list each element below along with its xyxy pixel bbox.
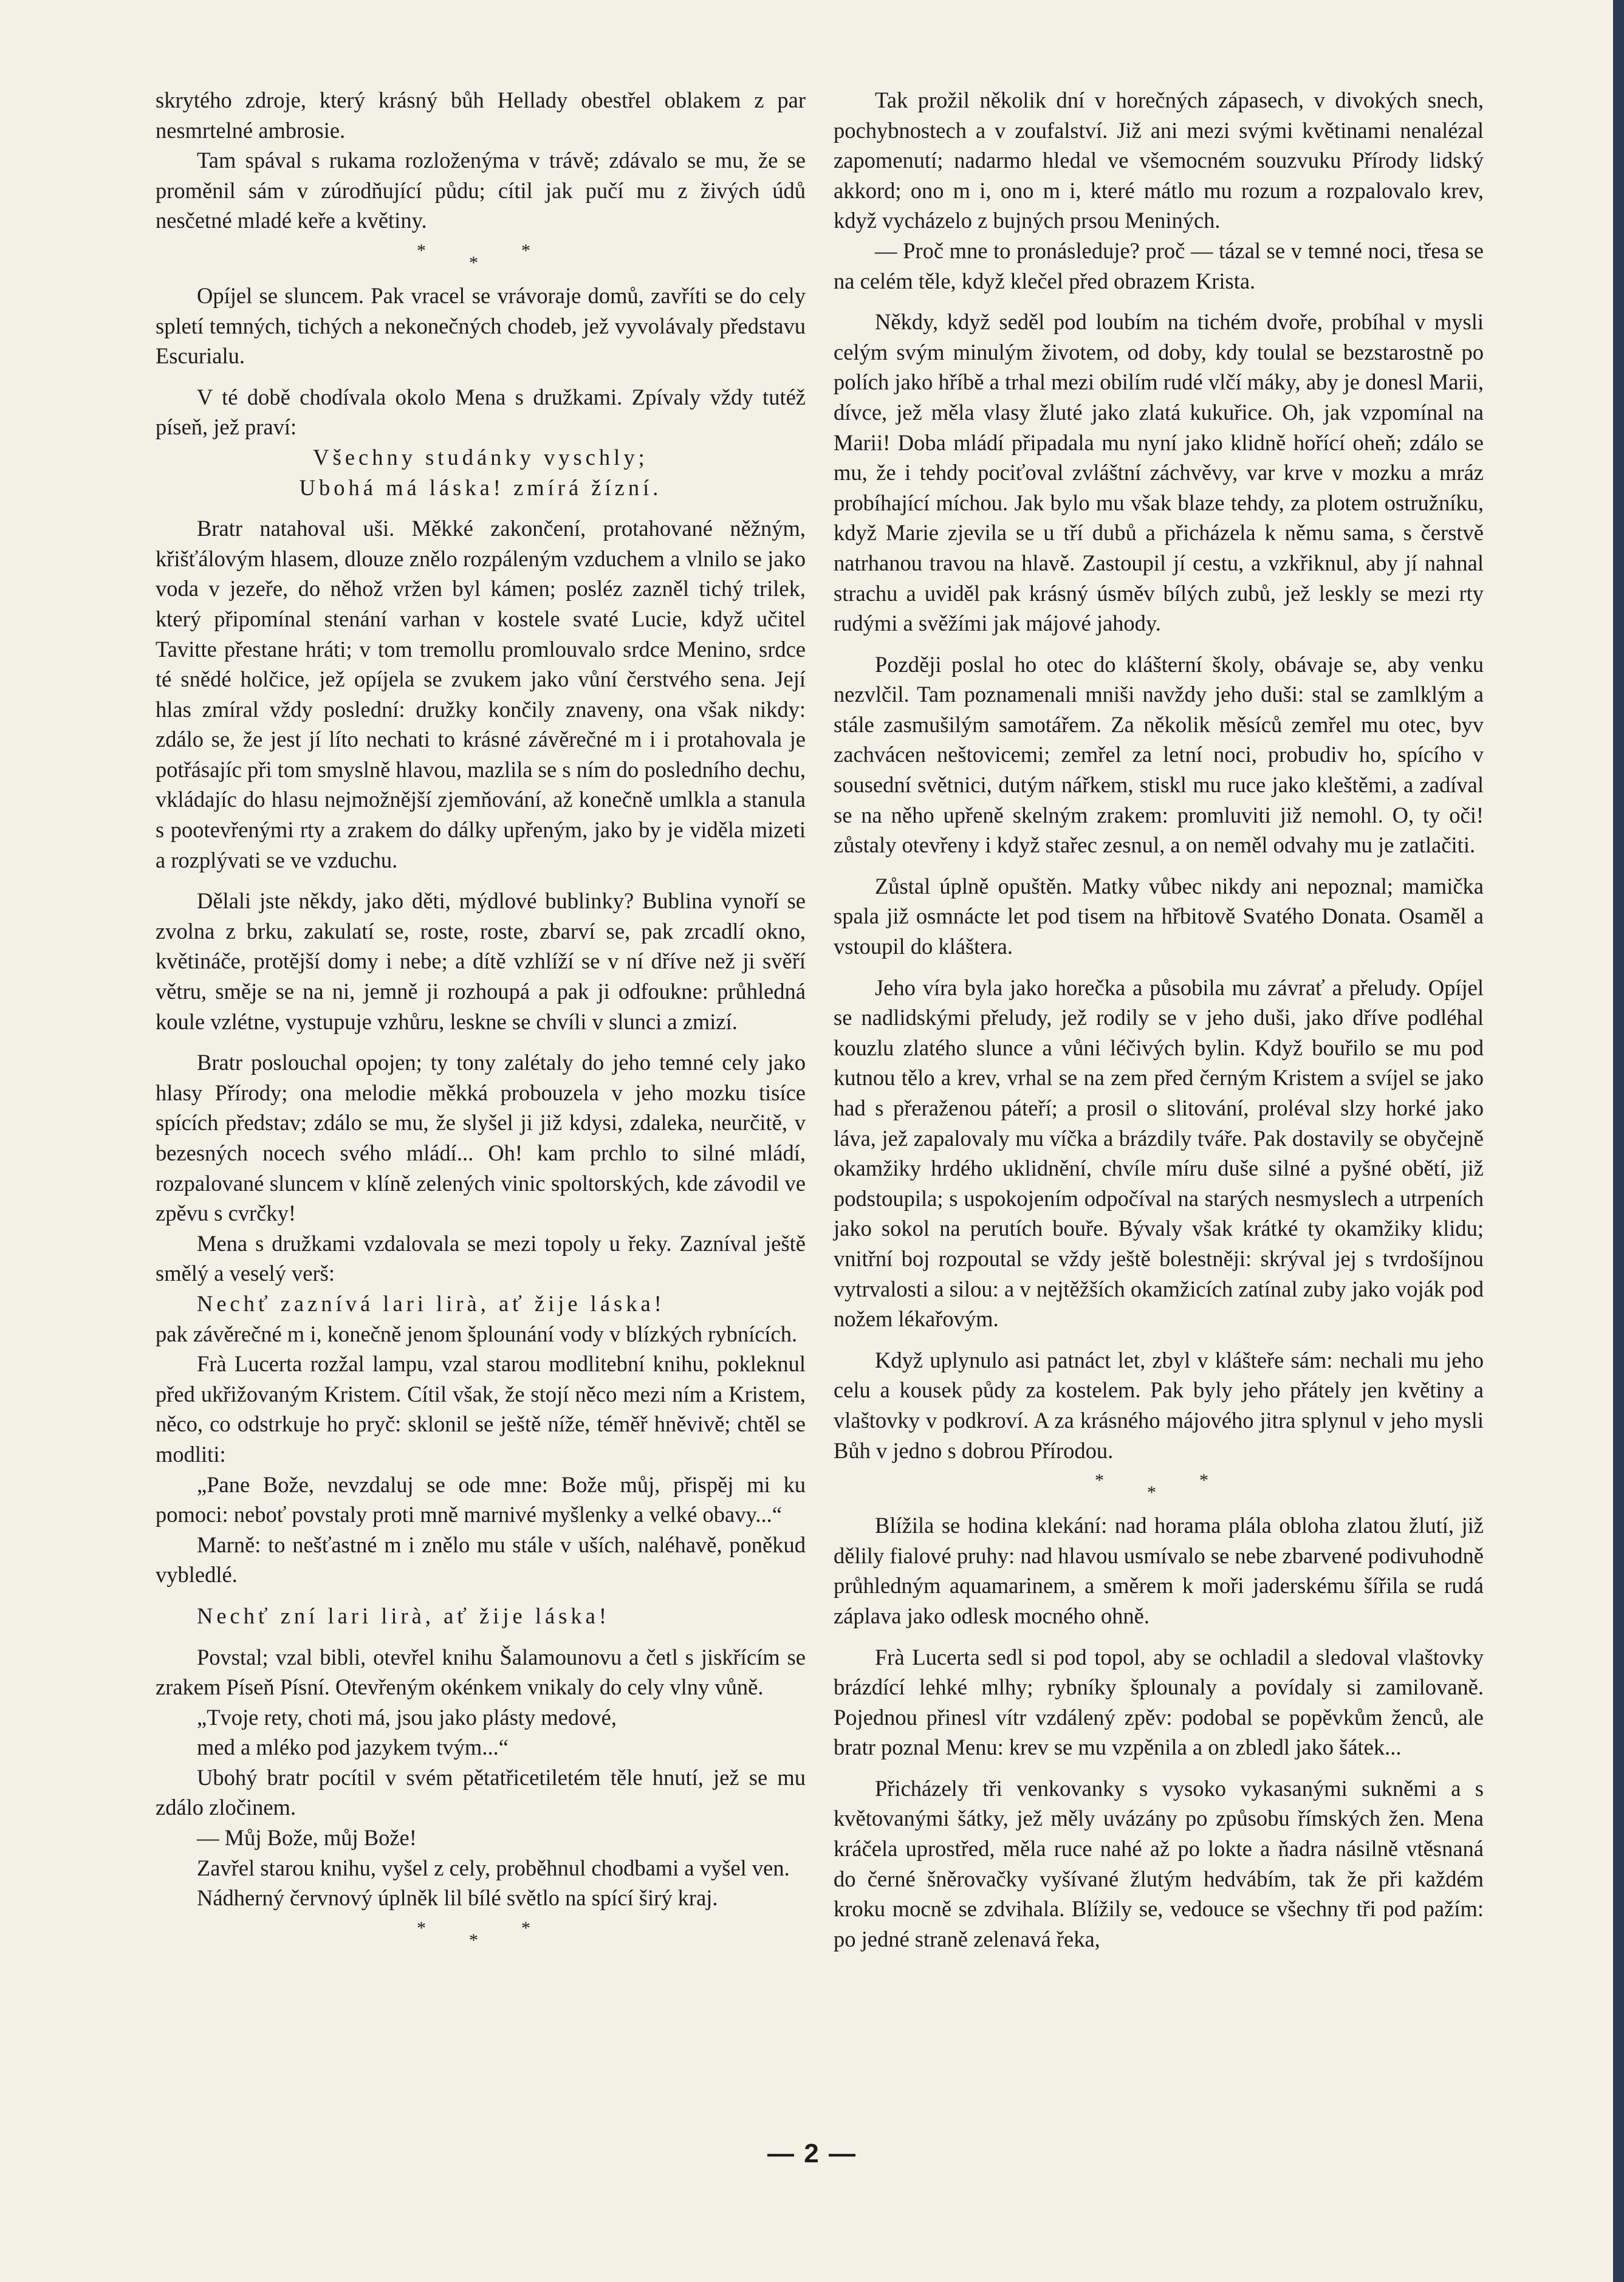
song-verse: Nechť zní lari lirà, ať žije láska! — [197, 1603, 610, 1628]
section-break — [156, 236, 806, 281]
paragraph: Někdy, když seděl pod loubím na tichém dvoře, probíhal v mysli celým svým minulým životem, od doby, kdy toulal se bezstarostně po polích jako hříbě a trhal mezi obilím rudé vlčí máky, aby je donesl Marii, dívce, jež měla vlasy žluté jako zlatá kukuřice. Oh, jak vzpomínal na Marii! Doba mládí připadala mu nyní jako klidně hořící oheň; zdálo se mu, že i tehdy pociťoval zvláštní záchvěvy, var krve v mozku a mráz probíhající míchou. Jak bylo mu však blaze tehdy, za plotem ostružníku, když Marie zjevila se u tří dubů a přicházela k němu sama, s čerstvě natrhanou travou na hlavě. Zastoupil jí cestu, a vzkřiknul, aby jí nahnal strachu a uviděl pak krásný úsměv bílých zubů, jež leskly se mezi rty rudými a svěžími jak májové jahody. — [834, 309, 1484, 636]
paragraph: Blížila se hodina klekání: nad horama plála obloha zlatou žlutí, již dělily fialové pruhy: nad hlavou usmívalo se nebe zbarvené podivuhodně průhledným aquamarinem, a směrem k moři jaderskému šířila se rudá záplava jako odlesk mocného ohně. — [834, 1513, 1484, 1628]
paragraph: Když uplynulo asi patnáct let, zbyl v klášteře sám: nechali mu jeho celu a kousek půdy za kostelem. Pak byly jeho přátely jen květiny a vlaštovky v podkroví. A za krásného májového jitra splynul v jeho mysli Bůh v jedno s dobrou Přírodou. — [834, 1347, 1484, 1463]
paragraph: Bratr poslouchal opojen; ty tony zalétaly do jeho temné cely jako hlasy Přírody; ona melodie měkká probouzela v jeho mozku tisíce spících představ; zdálo se mu, že slyšel ji již kdysi, zdaleka, neurčitě, v bezesných nocech svého mládí... Oh! kam prchlo to silné mládí, rozpalované sluncem v klíně zelených vinic spoltorských, kde závodil ve zpěvu s cvrčky! — [156, 1050, 806, 1226]
song-verse: Všechny studánky vyschly; — [313, 444, 648, 470]
prayer-quote: „Pane Bože, nevzdaluj se ode mne: Bože můj, přispěj mi ku pomoci: neboť povstaly proti mně marnivé myšlenky a velké obavy...“ — [156, 1472, 806, 1527]
paragraph: Tam spával s rukama rozloženýma v trávě; zdávalo se mu, že se proměnil sám v zúrodňující půdu; cítil jak pučí mu z živých údů nesčetné mladé keře a květiny. — [156, 148, 806, 233]
paragraph: Povstal; vzal bibli, otevřel knihu Šalamounovu a četl s jiskřícím se zrakem Píseň Písní. Otevřeným okénkem vnikaly do cely vlny vůně. — [156, 1644, 806, 1700]
asterisk: * — [1199, 1470, 1208, 1491]
asterisk: * — [469, 252, 478, 273]
asterisk: * — [521, 240, 530, 261]
section-break — [156, 1913, 806, 1958]
asterisk: * — [417, 1917, 426, 1938]
asterisk: * — [1095, 1470, 1104, 1491]
paragraph: Ubohý bratr pocítil v svém pětatřicetiletém těle hnutí, jež se mu zdálo zločinem. — [156, 1764, 806, 1820]
paragraph: Opíjel se sluncem. Pak vracel se vrávoraje domů, zavříti se do cely spletí temných, tichých a nekonečných chodeb, jež vyvolávaly představu Escurialu. — [156, 283, 806, 369]
paragraph: Marně: to nešťastné m i znělo mu stále v uších, naléhavě, poněkud vybledlé. — [156, 1532, 806, 1588]
paragraph: — Proč mne to pronásleduje? proč — tázal se v temné noci, třesa se na celém těle, když klečel před obrazem Krista. — [834, 238, 1484, 293]
paragraph: Zavřel starou knihu, vyšel z cely, proběhnul chodbami a vyšel ven. — [197, 1855, 790, 1880]
right-column — [834, 85, 1484, 1954]
asterisk: * — [417, 240, 426, 261]
asterisk: * — [469, 1930, 478, 1950]
left-column — [156, 85, 806, 1958]
song-of-songs-quote: „Tvoje rety, choti má, jsou jako plásty medové, — [197, 1704, 617, 1730]
paragraph: Zůstal úplně opuštěn. Matky vůbec nikdy ani nepoznal; mamička spala již osmnácte let pod tisem na hřbitově Svatého Donata. Osaměl a vstoupil do kláštera. — [834, 873, 1484, 959]
paragraph: Frà Lucerta rozžal lampu, vzal starou modlitební knihu, pokleknul před ukřižovaným Kristem. Cítil však, že stojí něco mezi ním a Kristem, něco, co odstrkuje ho pryč: sklonil se ještě níže, téměř hněvivě; chtěl se modliti: — [156, 1351, 806, 1467]
paragraph: Tak prožil několik dní v horečných zápasech, v divokých snech, pochybnostech a v zoufalství. Již ani mezi svými květinami nenalézal zapomenutí; nadarmo hledal ve všemocném souzvuku Přírody lidský akkord; ono m i, ono m i, které mátlo mu rozum a rozpalovalo krev, když vycházelo z bujných prsou Meniných. — [834, 87, 1484, 233]
asterisk: * — [1147, 1482, 1156, 1503]
asterisk: * — [521, 1917, 530, 1938]
paragraph: skrytého zdroje, který krásný bůh Hellady obestřel oblakem z par nesmrtelné ambrosie. — [156, 87, 806, 143]
section-break — [834, 1465, 1484, 1510]
paragraph: Dělali jste někdy, jako děti, mýdlové bublinky? Bublina vynoří se zvolna z brku, zakulatí se, roste, roste, zbarví se, pak zrcadlí okno, květináče, protější domy i nebe; a dítě vzhlíží se v ní dříve než ji svěří větru, směje se na ni, jemně ji rozhoupá a pak ji odfoukne: průhledná koule vzlétne, vystupuje vzhůru, leskne se chvíli v slunci a zmizí. — [156, 888, 806, 1034]
page-edge — [1613, 0, 1624, 2282]
song-verse: Ubohá má láska! zmírá žízní. — [299, 475, 662, 500]
paragraph: pak závěrečné m i, konečně jenom šplounání vody v blízkých rybnících. — [156, 1321, 798, 1346]
paragraph: Nádherný červnový úplněk lil bílé světlo na spící širý kraj. — [197, 1885, 718, 1911]
song-of-songs-quote: med a mléko pod jazykem tvým...“ — [197, 1735, 509, 1760]
paragraph: Mena s družkami vzdalovala se mezi topoly u řeky. Zazníval ještě smělý a veselý verš: — [156, 1230, 806, 1286]
paragraph: — Můj Bože, můj Bože! — [197, 1825, 417, 1851]
paragraph: Jeho víra byla jako horečka a působila mu závrať a přeludy. Opíjel se nadlidskými přeludy, jež rodily se v jeho duši, jako dříve podléhal kouzlu zlatého slunce a vůni léčivých bylin. Když bouřilo se mu pod kutnou tělo a krev, vrhal se na zem před černým Kristem a svíjel se jako had s přeraženou páteří; a prosil o slitování, proléval slzy horké jako láva, jež zapalovaly mu víčka a brázdily tváře. Pak dostavily se obyčejně okamžiky hrdého uklidnění, chvíle míru duše silné a pyšné obětí, již podstoupila; s uspokojením odpočíval na starých nesmyslech a utrpeních jako sokol na perutích bouře. Bývaly však krátké ty okamžiky klidu; vnitřní boj rozpoutal se vždy ještě bolestněji: skrýval jej s tvrdošíjnou vytrvalosti a silou: a v nejtěžších okamžicích zatínal zuby jako voják pod nožem lékařovým. — [834, 975, 1484, 1332]
paragraph: Přicházely tři venkovanky s vysoko vykasanými sukněmi a s květovanými šátky, jež měly uvázány po způsobu římských žen. Mena kráčela uprostřed, měla ruce nahé až po lokte a ňadra násilně vtěsnaná do černé šněrovačky vyšívané žlutým hedvábím, tak že při každém kroku mocně se zdvihala. Blížily se, vedouce se všechny tři pod pažím: po jedné straně zelenavá řeka, — [834, 1775, 1484, 1951]
paragraph: V té době chodívala okolo Mena s družkami. Zpívaly vždy tutéž píseň, jež praví: — [156, 384, 806, 440]
page-number: — 2 — — [767, 2139, 857, 2168]
song-verse: Nechť zaznívá lari lirà, ať žije láska! — [197, 1290, 665, 1316]
paragraph: Frà Lucerta sedl si pod topol, aby se ochladil a sledoval vlaštovky brázdící lehké mlhy; rybníky šplounaly a povídaly si zamilovaně. Pojednou přinesl vítr vzdálený zpěv: podobal se popěvkům ženců, ale bratr poznal Menu: krev se mu vzpěnila a on zbledl jako šátek... — [834, 1644, 1484, 1760]
paragraph: Později poslal ho otec do klášterní školy, obávaje se, aby venku nezvlčil. Tam poznamenali mniši navždy jeho duši: stal se zamlklým a stále zasmušilým samotářem. Za několik měsíců zemřel mu otec, byv zachvácen neštovicemi; zemřel za letní noci, probudiv ho, spícího v sousední světnici, dutým nářkem, stiskl mu ruce jako kleštěmi, a zadíval se na něho upřeně skelným zrakem: promluviti již nemohl. O, ty oči! zůstaly otevřeny i když stařec zesnul, a on neměl odvahy mu je zatlačiti. — [834, 651, 1484, 858]
paragraph: Bratr natahoval uši. Měkké zakončení, protahované něžným, křišťálovým hlasem, dlouze znělo rozpáleným vzduchem a vlnilo se jako voda v jezeře, do něhož vržen byl kámen; posléz zazněl tichý trilek, který připomínal stenání varhan v kostele svaté Lucie, když učitel Tavitte přestane hráti; v tom tremollu promlouvalo srdce Menino, srdce té snědé holčice, jež opíjela se zvukem jako vůní čerstvého sena. Její hlas zmíral vždy poslední: družky končily znaveny, ona však nikdy: zdálo se, že jest jí líto nechati to krásné závěrečné m i i protahovala je potřásajíc při tom smyslně hlavou, mazlila se s ním do posledního dechu, vkládajíc do hlasu nejmožnější zjemňování, až konečně umlkla a stanula s pootevřenými rty a zrakem do dálky upřeným, jako by je viděla mizeti a rozplývati se ve vzduchu. — [156, 516, 806, 872]
